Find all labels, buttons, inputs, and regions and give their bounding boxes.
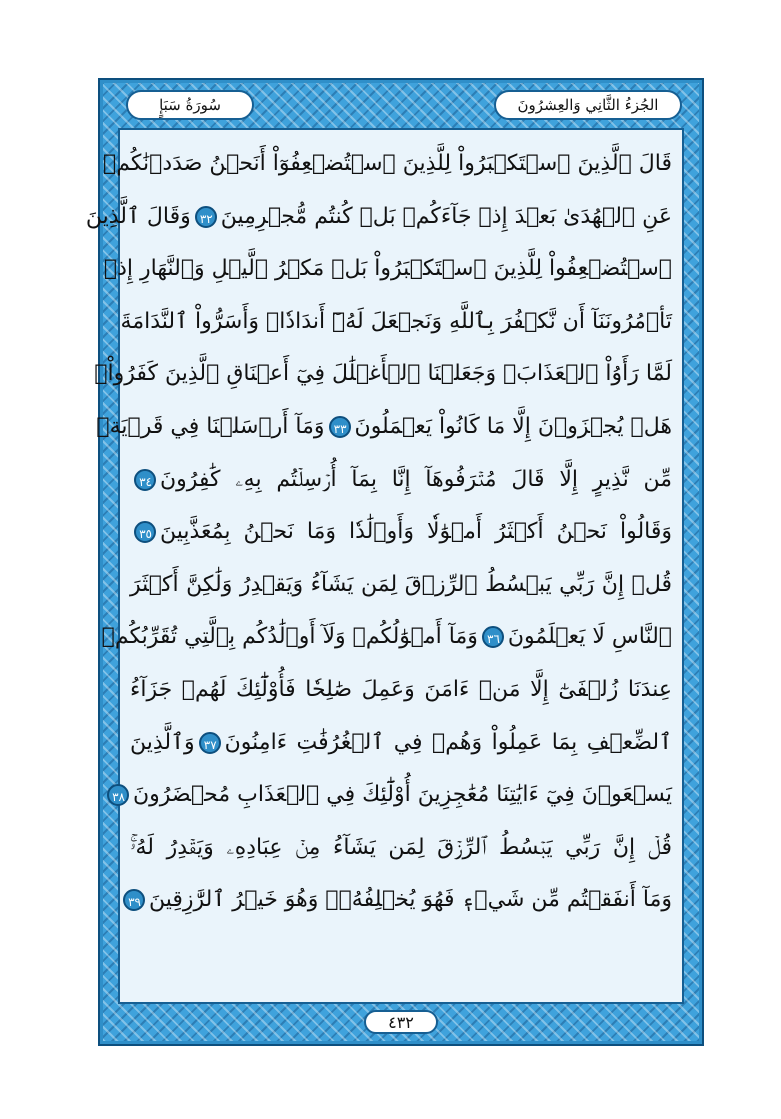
- verse-lines: [85, 138, 672, 927]
- verse-line: [130, 664, 672, 717]
- juz-title: الجُزءُ الثَّانِي وَالعِشرُونَ: [494, 90, 682, 120]
- ayah-number-marker: ٣٩: [123, 889, 145, 911]
- ayah-number-marker: ٣٢: [195, 206, 217, 228]
- verse-text: ٱسۡتُضۡعِفُواْ لِلَّذِينَ ٱسۡتَكۡبَرُواْ بَلۡ مَكۡرُ ٱلَّيۡلِ وَٱلنَّهَارِ إِذۡ: [103, 256, 672, 282]
- quran-text-panel: [85, 128, 684, 1004]
- page-header: [120, 88, 682, 122]
- verse-text: قُلۡ إِنَّ رَبِّي يَبۡسُطُ ٱلرِّزۡقَ لِمَن يَشَآءُ مِنۡ عِبَادِهِۦ وَيَقۡدِرُ لَهُۥۚ: [130, 834, 672, 860]
- verse-text: ٱلضِّعۡفِ بِمَا عَمِلُواْ وَهُمۡ فِي ٱلۡغُرُفَٰتِ ءَامِنُونَ: [224, 729, 672, 755]
- page-footer: [100, 1008, 702, 1036]
- verse-text: وَمَآ أَنفَقۡتُم مِّن شَيۡءٖ فَهُوَ يُخۡلِفُهُۥۖ وَهُوَ خَيۡرُ ٱلرَّٰزِقِينَ: [148, 887, 672, 913]
- verse-line: [120, 296, 672, 349]
- mushaf-page: [85, 78, 704, 1046]
- verse-line: [130, 454, 672, 507]
- verse-line: [130, 717, 672, 770]
- verse-line: [112, 769, 672, 822]
- ayah-number-marker: ٣٣: [329, 416, 351, 438]
- verse-line: [103, 138, 672, 191]
- verse-line: [130, 506, 672, 559]
- verse-line: [94, 348, 672, 401]
- verse-text: وَمَآ أَرۡسَلۡنَا فِي قَرۡيَةٖ: [96, 413, 325, 439]
- verse-text: هَلۡ يُجۡزَوۡنَ إِلَّا مَا كَانُواْ يَعۡمَلُونَ: [354, 413, 672, 439]
- verse-text: وَمَآ أَمۡوَٰلُكُمۡ وَلَآ أَوۡلَٰدُكُم بِٱلَّتِي تُقَرِّبُكُمۡ: [101, 624, 478, 650]
- verse-line: [130, 822, 672, 875]
- verse-text: قُلۡ إِنَّ رَبِّي يَبۡسُطُ ٱلرِّزۡقَ لِمَن يَشَآءُ وَيَقۡدِرُ وَلَٰكِنَّ أَكۡثَرَ: [130, 571, 672, 597]
- verse-line: [103, 243, 672, 296]
- verse-text: مِّن نَّذِيرٍ إِلَّا قَالَ مُتۡرَفُوهَآ إِنَّا بِمَآ أُرۡسِلۡتُم بِهِۦ كَٰفِرُونَ: [160, 466, 672, 492]
- ayah-number-marker: ٣٤: [134, 469, 156, 491]
- surah-title: سُورَةُ سَبَإٍ: [126, 90, 254, 120]
- verse-line: [96, 401, 672, 454]
- page-number: ٤٣٢: [364, 1010, 438, 1034]
- verse-text: يَسۡعَوۡنَ فِيٓ ءَايَٰتِنَا مُعَٰجِزِينَ أُوْلَٰٓئِكَ فِي ٱلۡعَذَابِ مُحۡضَرُونَ: [132, 782, 672, 808]
- ayah-number-marker: ٣٥: [134, 521, 156, 543]
- ayah-number-marker: ٣٦: [482, 626, 504, 648]
- verse-text: لَمَّا رَأَوُاْ ٱلۡعَذَابَۚ وَجَعَلۡنَا ٱلۡأَغۡلَٰلَ فِيٓ أَعۡنَاقِ ٱلَّذِينَ كَفَرُواْۖ: [94, 361, 672, 387]
- verse-line: [130, 559, 672, 612]
- verse-text: قَالَ ٱلَّذِينَ ٱسۡتَكۡبَرُواْ لِلَّذِينَ ٱسۡتُضۡعِفُوٓاْ أَنَحۡنُ صَدَدۡنَٰكُمۡ: [103, 151, 672, 176]
- ayah-number-marker: ٣٧: [199, 732, 221, 754]
- verse-text: وَقَالُواْ نَحۡنُ أَكۡثَرُ أَمۡوَٰلٗا وَأَوۡلَٰدٗا وَمَا نَحۡنُ بِمُعَذَّبِينَ: [160, 519, 672, 545]
- verse-text: ٱلنَّاسِ لَا يَعۡلَمُونَ: [507, 624, 672, 650]
- verse-text: وَقَالَ ٱلَّذِينَ: [85, 203, 191, 229]
- verse-text: عَنِ ٱلۡهُدَىٰ بَعۡدَ إِذۡ جَآءَكُمۖ بَلۡ كُنتُم مُّجۡرِمِينَ: [220, 203, 672, 229]
- verse-text: عِندَنَا زُلۡفَىٰٓ إِلَّا مَنۡ ءَامَنَ وَعَمِلَ صَٰلِحٗا فَأُوْلَٰٓئِكَ لَهُمۡ جَزَآءُ: [130, 676, 672, 702]
- verse-line: [101, 611, 672, 664]
- verse-line: [130, 874, 672, 927]
- verse-line: [85, 191, 672, 244]
- verse-text: تَأۡمُرُونَنَآ أَن نَّكۡفُرَ بِٱللَّهِ وَنَجۡعَلَ لَهُۥٓ أَندَادٗاۚ وَأَسَرُّواْ ٱلنَّدَامَةَ: [120, 308, 672, 334]
- ayah-number-marker: ٣٨: [107, 784, 129, 806]
- verse-text: وَٱلَّذِينَ: [130, 729, 195, 755]
